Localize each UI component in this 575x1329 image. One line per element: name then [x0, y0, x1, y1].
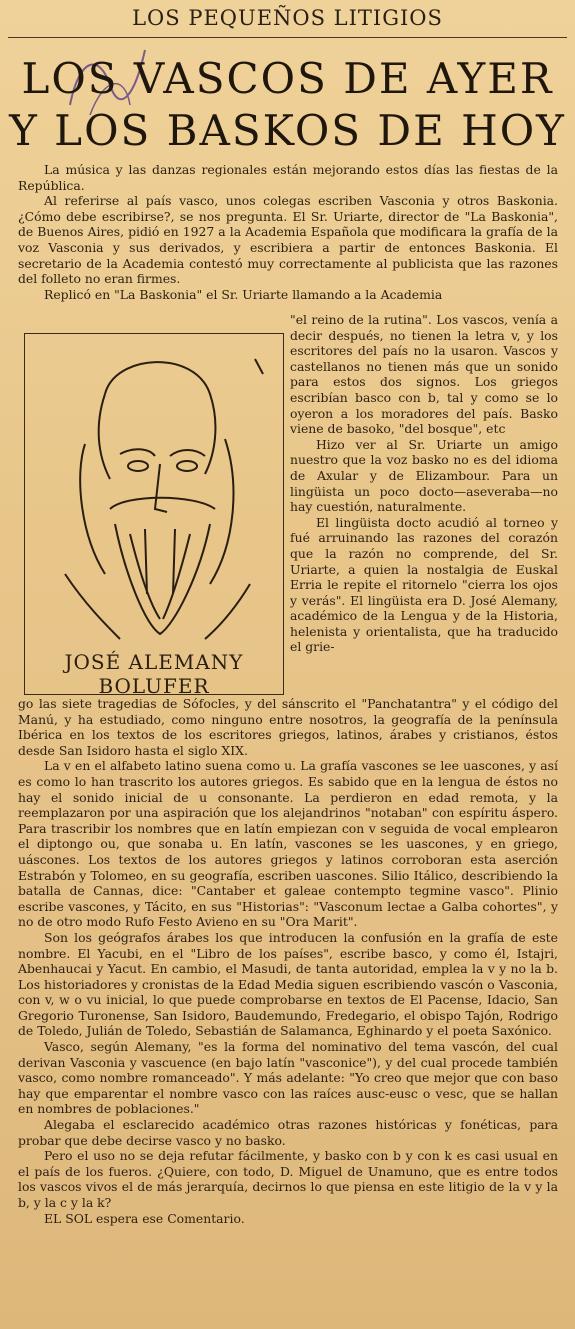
paragraph: Alegaba el esclarecido académico otras razones históricas y fonéticas, para probar que debe decirse vasco y no basko.: [18, 1117, 558, 1148]
paragraph: "el reino de la rutina". Los vascos, venía a decir después, no tienen la letra v, y los escritores del país no la usaron. Vascos y castellanos no tienen más que un sonido para estos dos signos. Los griegos escribían basco con b, tal y como se lo oyeron a los moradores del país. Basko viene de basoko, "del bosque", etc: [290, 312, 558, 437]
section-heading: LOS PEQUEÑOS LITIGIOS: [132, 6, 443, 30]
paragraph: Replicó en "La Baskonia" el Sr. Uriarte llamando a la Academia: [44, 286, 443, 302]
paragraph: El lingüista docto acudió al torneo y fué arruinando las razones del corazón que la razón no comprende, del Sr. Uriarte, a quien la nostalgia de Euskal Erria le repite el ritornelo "cierra los ojos y verás". El lingüista era D. José Alemany, académico de la Lengua y de la Historia, helenista y orientalista, que ha traducido el grie-: [290, 514, 558, 655]
paragraph: La música y las danzas regionales están mejorando estos días las fiestas de la República.: [18, 162, 558, 193]
headline-line-1: LOS VASCOS DE AYER: [21, 54, 554, 103]
portrait-figure: [24, 333, 284, 695]
paragraph: EL SOL espera ese Comentario.: [44, 1210, 245, 1226]
figure-caption: JOSÉ ALEMANY BOLUFER: [64, 650, 244, 698]
portrait-drawing: [25, 334, 283, 644]
intro-text: [18, 162, 558, 302]
paragraph: Al referirse al país vasco, unos colegas escriben Vasconia y otros Baskonia. ¿Cómo debe escribirse?, se nos pregunta. El Sr. Uriarte, director de "La Baskonia", de Buenos Aires, pidió en 1927 a la Academia Española que modificara la grafía de la voz Vasconia y sus derivados, y escribiera a partir de entonces Baskonia. El secretario de la Academia contestó muy correctamente al publicista que las razones del folleto no eran firmes.: [18, 193, 558, 287]
headline-line-2: Y LOS BASKOS DE HOY: [9, 106, 566, 155]
paragraph: go las siete tragedias de Sófocles, y del sánscrito el "Panchatantra" y el código del Manú, y ha estudiado, como ninguno entre nosotros, la geografía de la península Ibérica en los textos de los escritores griegos, latinos, árabes y cristianos, éstos desde San Isidoro hasta el siglo XIX.: [18, 696, 558, 758]
paragraph: Hizo ver al Sr. Uriarte un amigo nuestro que la voz basko no es del idioma de Axular y de Elizambour. Para un lingüista un poco docto—aseveraba—no hay cuestión, naturalmente.: [290, 436, 558, 515]
paragraph: Pero el uso no se deja refutar fácilmente, y basko con b y con k es casi usual en el país de los fueros. ¿Quiere, con todo, D. Miguel de Unamuno, que es entre todos los vascos vivos el de más jerarquía, decirnos lo que piensa en este litigio de la v y la b, y la c y la k?: [18, 1148, 558, 1210]
body-text: [18, 696, 558, 1226]
paragraph: Vasco, según Alemany, "es la forma del nominativo del tema vascón, del cual derivan Vasconia y vascuence (en bajo latín "vasconice"), y del cual procede también vasco, como nombre romanceado". Y más adelante: "Yo creo que mejor que con baso hay que emparentar el nombre vasco con las raíces ausc-eusc o vesc, que se hallan en nombres de poblaciones.": [18, 1039, 558, 1117]
right-column-text: [290, 312, 558, 655]
paragraph: La v en el alfabeto latino suena como u. La grafía vascones se lee uascones, y así es como lo han trascrito los autores griegos. Es sabido que en la lengua de éstos no hay el sonido inicial de u consonante. La perdieron en edad remota, y la reemplazaron por una aspiración que los alejandrinos "notaban" con espíritu áspero. Para trascribir los nombres que en latín empiezan con v seguida de vocal emplearon el diptongo ou, que sonaba u. En latín, vascones se les uascones, y en griego, uáscones. Los textos de los autores griegos y latinos corroboran esta aserción Estrabón y Tolomeo, en su geografía, escriben uascones. Silio Itálico, describiendo la batalla de Cannas, dice: "Cantaber et galeae contempto tegmine vasco". Plinio escribe vascones, y Tácito, en sus "Historias": "Vasconum lectae a Galba cohortes", y no de otro modo Rufo Festo Avieno en su "Ora Marit".: [18, 758, 558, 930]
paragraph: Son los geógrafos árabes los que introducen la confusión en la grafía de este nombre. El Yacubi, en el "Libro de los países", escribe basco, y como él, Istajri, Abenhaucai y Yacut. En cambio, el Masudi, de tanta autoridad, emplea la v y no la b. Los historiadores y cronistas de la Edad Media siguen escribiendo vascón o Vasconia, con v, w o vu inicial, lo que puede comprobarse en textos de El Pacense, Idacio, San Gregorio Turonense, San Isidoro, Baudemundo, Fredegario, el obispo Tajón, Rodrigo de Toledo, Julián de Toledo, Sebastián de Salamanca, Eghinardo y el poeta Saxónico.: [18, 929, 558, 1039]
